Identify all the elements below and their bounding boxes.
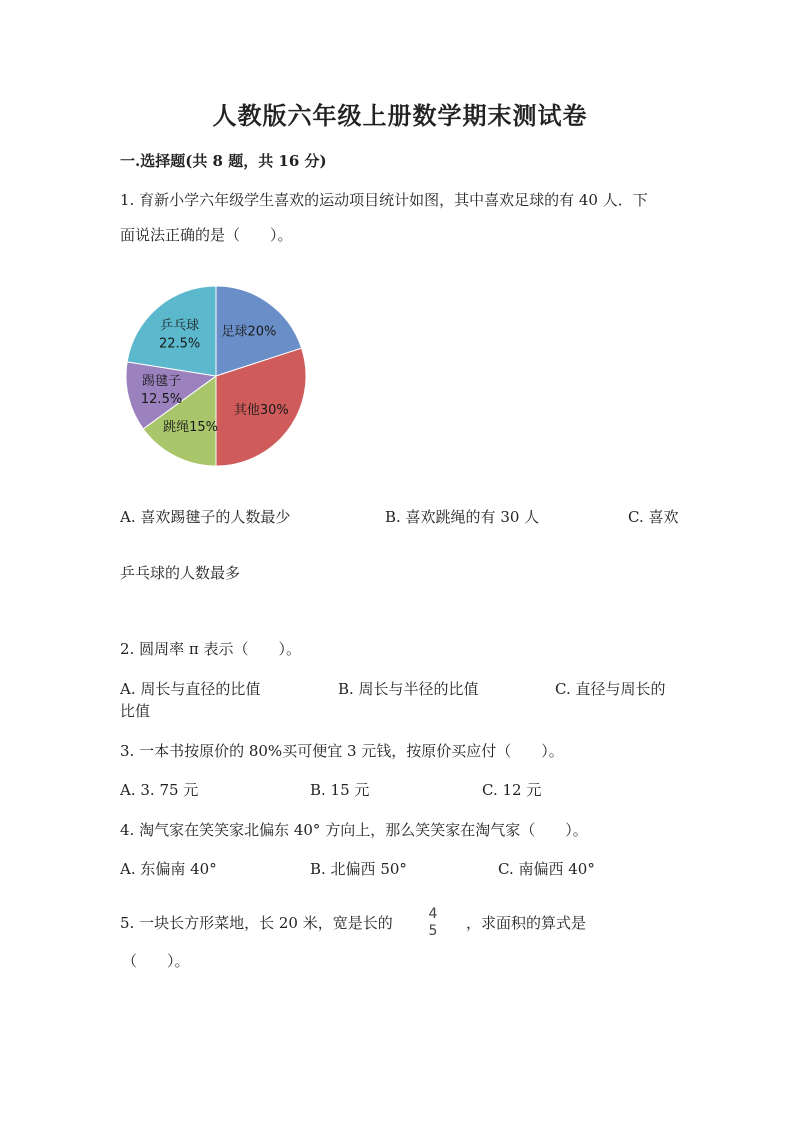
question-3-line-1: 3. 一本书按原价的 80%买可便宜 3 元钱，按原价买应付（ ）。 — [120, 742, 564, 760]
question-4-line-1: 4. 淘气家在笑笑家北偏东 40° 方向上，那么笑笑家在淘气家（ ）。 — [120, 821, 588, 839]
section-heading: 一.选择题(共 8 题，共 16 分) — [120, 152, 327, 170]
question-2-option-c: C. 直径与周长的 — [555, 680, 666, 698]
question-1-option-b: B. 喜欢跳绳的有 30 人 — [385, 508, 540, 526]
question-5-line-1-continued: ，求面积的算式是 — [466, 914, 587, 932]
pie-chart — [118, 278, 314, 474]
question-2-option-c-continued: 比值 — [120, 702, 151, 720]
question-5-line-2: （ ）。 — [122, 952, 190, 970]
pie-label-3: 踢毽子 12.5% — [140, 374, 183, 408]
question-2-line-1: 2. 圆周率 π 表示（ ）。 — [120, 640, 301, 658]
pie-label-0: 足球20% — [221, 324, 277, 340]
question-1-line-2: 面说法正确的是（ ）。 — [120, 226, 293, 244]
question-3-option-b: B. 15 元 — [310, 781, 370, 799]
question-4-option-c: C. 南偏西 40° — [498, 860, 595, 878]
question-1-line-1: 1. 育新小学六年级学生喜欢的运动项目统计如图，其中喜欢足球的有 40 人．下 — [120, 191, 648, 209]
question-3-option-a: A. 3. 75 元 — [120, 781, 199, 799]
question-1-option-c-continued: 乒乓球的人数最多 — [120, 564, 241, 582]
fraction-four-fifths — [425, 906, 441, 940]
question-1-option-c: C. 喜欢 — [628, 508, 679, 526]
pie-label-4: 乒乓球 22.5% — [158, 318, 201, 352]
question-3-option-c: C. 12 元 — [482, 781, 542, 799]
pie-label-1: 其他30% — [233, 402, 289, 418]
question-1-option-a: A. 喜欢踢毽子的人数最少 — [120, 508, 291, 526]
fraction-denominator: 5 — [428, 923, 438, 939]
question-5-line-1: 5. 一块长方形菜地，长 20 米，宽是长的 — [120, 914, 393, 932]
question-4-option-b: B. 北偏西 50° — [310, 860, 407, 878]
fraction-numerator: 4 — [428, 906, 438, 922]
question-4-option-a: A. 东偏南 40° — [120, 860, 217, 878]
page-title: 人教版六年级上册数学期末测试卷 — [212, 101, 588, 130]
question-2-option-a: A. 周长与直径的比值 — [120, 680, 261, 698]
pie-label-2: 跳绳15% — [163, 419, 219, 435]
question-2-option-b: B. 周长与半径的比值 — [338, 680, 479, 698]
